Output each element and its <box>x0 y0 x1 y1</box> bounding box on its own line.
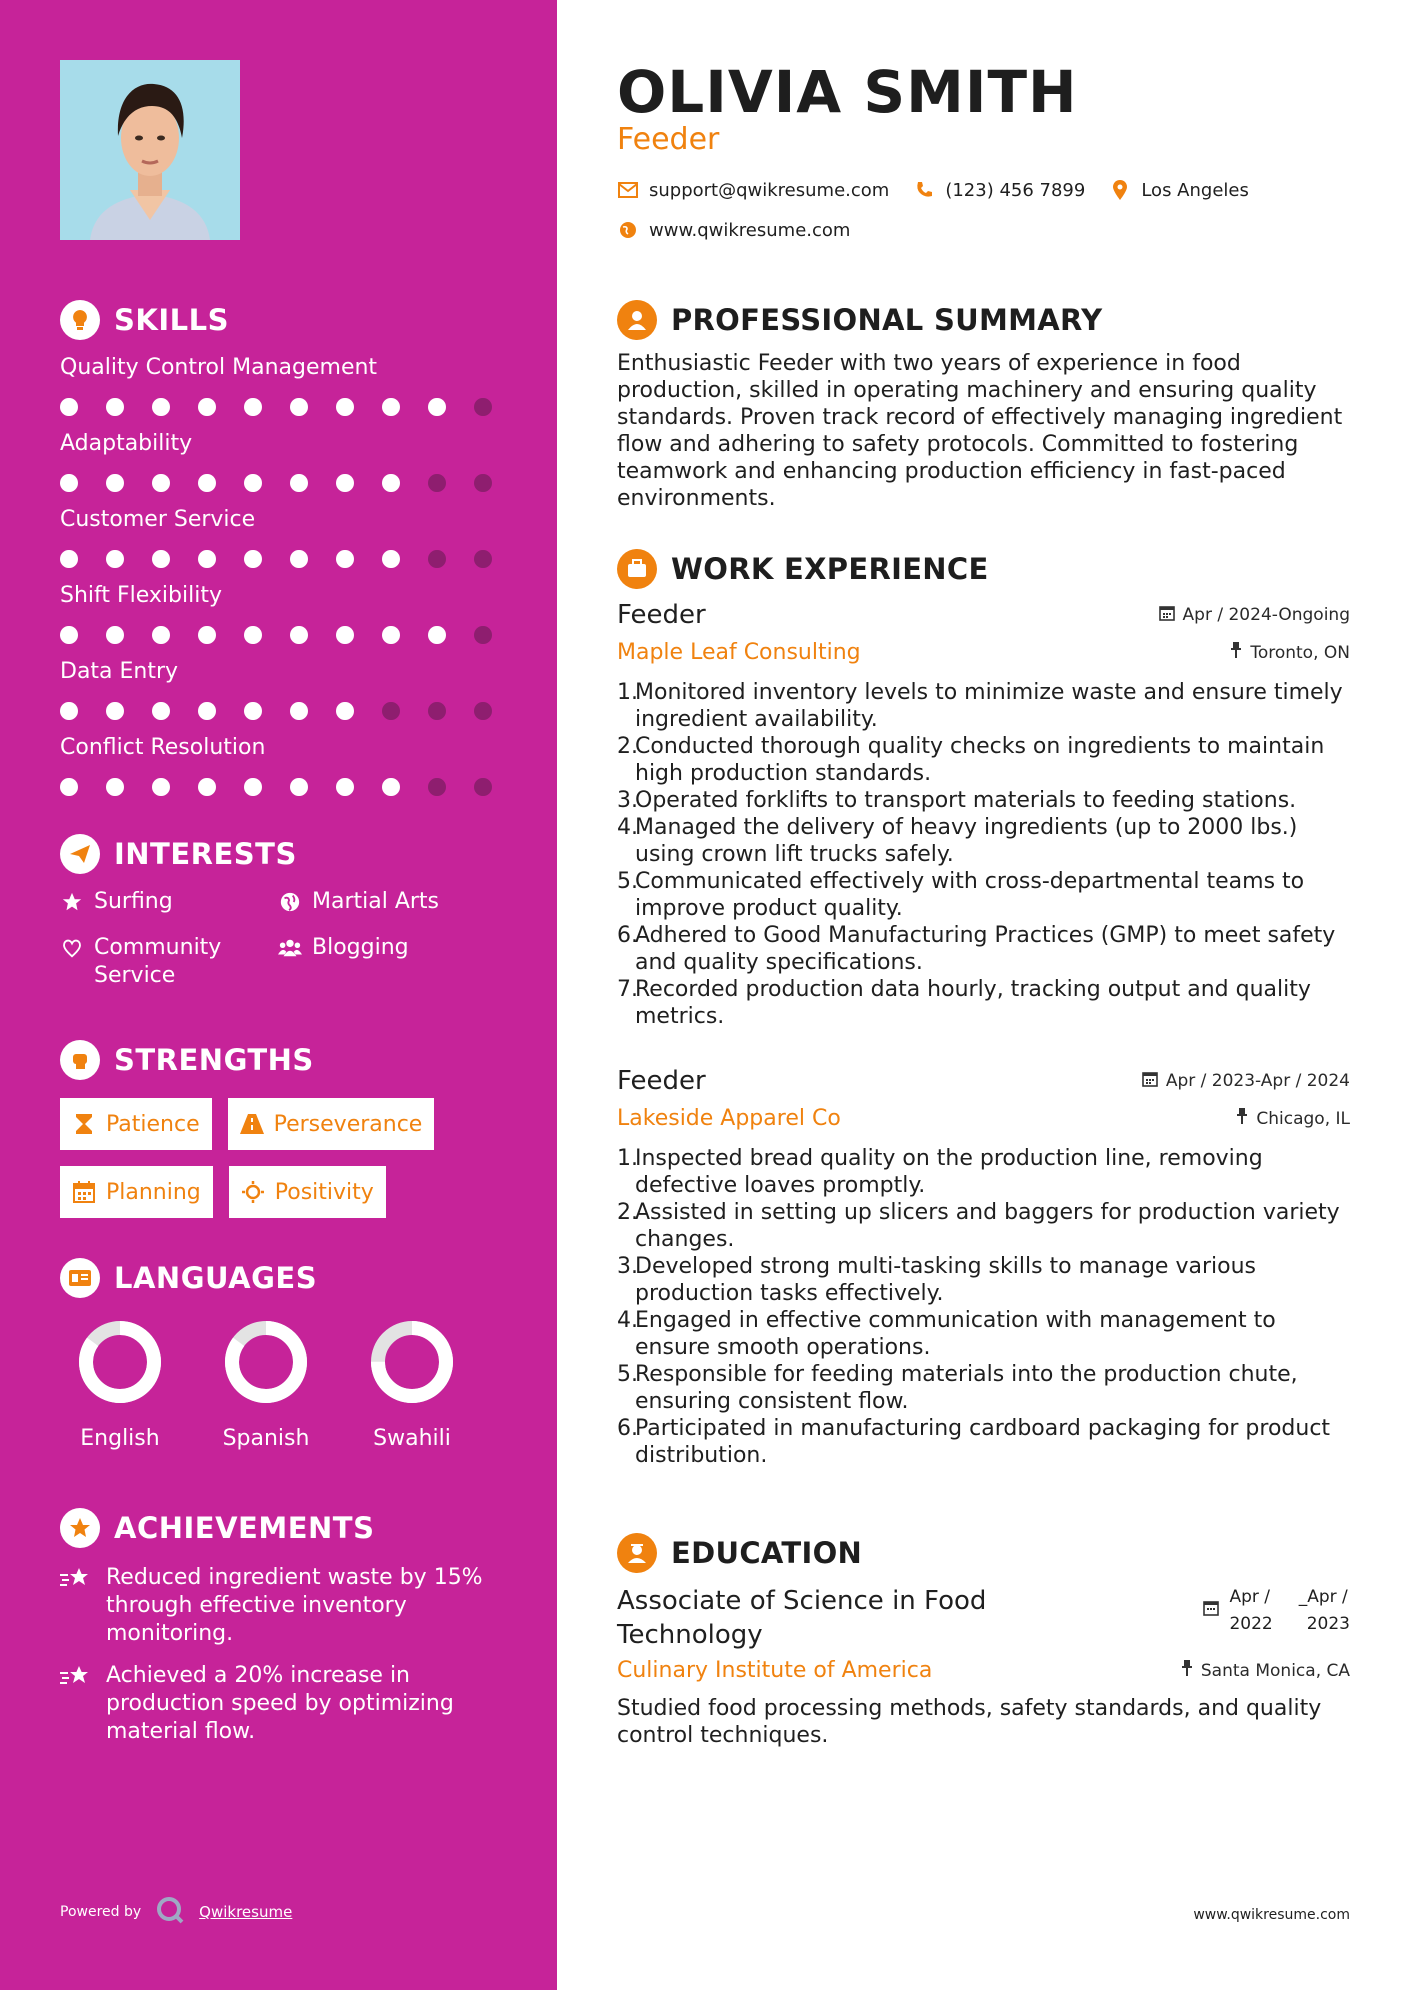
rating-dot <box>290 702 308 720</box>
school-name: Culinary Institute of America <box>617 1658 933 1683</box>
rating-dot <box>336 398 354 416</box>
strength-chip: Perseverance <box>228 1098 435 1150</box>
shooting-star-icon <box>60 1662 94 1692</box>
job-location: Chicago, IL <box>1236 1108 1350 1129</box>
email-text[interactable]: support@qwikresume.com <box>649 179 890 201</box>
fist-icon <box>60 1040 100 1080</box>
rating-dot <box>290 398 308 416</box>
rating-dot <box>244 778 262 796</box>
education-dates: Apr / 2022 _Apr / 2023 <box>1203 1584 1350 1638</box>
phone-icon <box>913 179 935 201</box>
qwikresume-link[interactable]: Qwikresume <box>199 1903 293 1921</box>
rating-dot <box>428 474 446 492</box>
language-donut <box>224 1320 308 1404</box>
interests-section <box>60 832 520 990</box>
globe-icon <box>617 219 639 241</box>
rating-dot <box>336 702 354 720</box>
contact-row <box>617 179 1249 201</box>
skill-label: Customer Service <box>60 507 256 532</box>
strengths-heading: STRENGTHS <box>60 1038 520 1082</box>
interest-item: Community Service <box>60 934 278 990</box>
job-bullet: 4.Managed the delivery of heavy ingredients (up to 2000 lbs.) using crown lift trucks safely. <box>617 815 1298 867</box>
envelope-icon <box>617 179 639 201</box>
rating-dot <box>382 398 400 416</box>
main-content <box>617 0 1350 1990</box>
languages-list <box>60 1320 520 1451</box>
rating-dot <box>474 550 492 568</box>
job-company: Maple Leaf Consulting <box>617 640 861 665</box>
rating-dot <box>290 778 308 796</box>
job-title: Feeder <box>617 600 706 630</box>
job-bullet: 6.Participated in manufacturing cardboard packaging for product distribution. <box>617 1416 1331 1468</box>
rating-dot <box>336 474 354 492</box>
skills-heading: SKILLS <box>60 298 520 342</box>
rating-dot <box>474 474 492 492</box>
sidebar <box>0 0 557 1990</box>
rating-dot <box>60 550 78 568</box>
heart-icon <box>60 934 84 962</box>
skill-label: Quality Control Management <box>60 355 378 380</box>
star-badge-icon <box>60 1508 100 1548</box>
rating-dot <box>474 702 492 720</box>
star-icon <box>60 888 84 916</box>
shooting-star-icon <box>60 1564 94 1594</box>
pin-icon <box>1236 1108 1248 1129</box>
rating-dot <box>290 550 308 568</box>
job-dates: Apr / 2024-Ongoing <box>1159 605 1350 626</box>
interests-list <box>60 888 520 990</box>
rating-dot <box>60 702 78 720</box>
rating-dot <box>198 550 216 568</box>
job-company: Lakeside Apparel Co <box>617 1106 841 1131</box>
rating-dot <box>382 474 400 492</box>
rating-dot <box>336 778 354 796</box>
job-bullet: 1.Monitored inventory levels to minimize waste and ensure timely ingredient availability. <box>617 680 1343 732</box>
interest-item: Martial Arts <box>278 888 508 916</box>
rating-dot <box>106 778 124 796</box>
rating-dot <box>382 778 400 796</box>
location-text: Los Angeles <box>1141 179 1249 201</box>
pin-icon <box>1181 1660 1193 1681</box>
rating-dot <box>290 626 308 644</box>
achievement-item: Reduced ingredient waste by 15% through effective inventory monitoring. <box>60 1564 520 1648</box>
rating-dot <box>382 702 400 720</box>
summary-text: Enthusiastic Feeder with two years of experience in food production, skilled in operating machinery and ensuring quality standards. Proven track record of effectively managing ingredient flow and adhering to safety protocols. Committed to fostering teamwork and enhancing production efficiency in fast-paced environments. <box>617 351 1343 511</box>
job-location: Toronto, ON <box>1230 642 1350 663</box>
paper-plane-icon <box>60 834 100 874</box>
rating-dot <box>198 702 216 720</box>
job-bullets <box>617 679 1350 1030</box>
sun-icon <box>241 1180 265 1204</box>
rating-dot <box>336 550 354 568</box>
skill-rating <box>60 472 520 494</box>
graduate-icon <box>617 1533 657 1573</box>
rating-dot <box>336 626 354 644</box>
rating-dot <box>244 702 262 720</box>
job-bullet: 6.Adhered to Good Manufacturing Practices (GMP) to meet safety and quality specifications. <box>617 923 1336 975</box>
strengths-section <box>60 1038 520 1218</box>
candidate-title: Feeder <box>617 122 720 157</box>
skill-rating <box>60 548 520 570</box>
rating-dot <box>244 550 262 568</box>
rating-dot <box>60 474 78 492</box>
job-bullet: 5.Responsible for feeding materials into the production chute, ensuring consistent flow. <box>617 1362 1298 1414</box>
language-name: Spanish <box>222 1426 310 1451</box>
lightbulb-icon <box>60 300 100 340</box>
language-card-icon <box>60 1258 100 1298</box>
job-bullet: 5.Communicated effectively with cross-departmental teams to improve product quality. <box>617 869 1305 921</box>
rating-dot <box>60 778 78 796</box>
languages-heading: LANGUAGES <box>60 1256 520 1300</box>
language-donut <box>370 1320 454 1404</box>
achievements-heading: ACHIEVEMENTS <box>60 1506 520 1550</box>
candidate-name: OLIVIA SMITH <box>617 58 1078 126</box>
rating-dot <box>382 626 400 644</box>
rating-dot <box>198 398 216 416</box>
languages-section <box>60 1256 520 1451</box>
rating-dot <box>106 550 124 568</box>
achievements-section <box>60 1506 520 1746</box>
language-item <box>370 1320 454 1451</box>
job-bullet: 3.Developed strong multi-tasking skills to manage various production tasks effectively. <box>617 1254 1256 1306</box>
rating-dot <box>152 398 170 416</box>
job-bullet: 2.Assisted in setting up slicers and baggers for production variety changes. <box>617 1200 1340 1252</box>
rating-dot <box>428 778 446 796</box>
profile-photo <box>60 60 240 240</box>
interests-heading: INTERESTS <box>60 832 520 876</box>
phone-text[interactable]: (123) 456 7899 <box>945 179 1086 201</box>
summary-heading: PROFESSIONAL SUMMARY <box>617 300 1102 340</box>
rating-dot <box>474 778 492 796</box>
job-bullet: 2.Conducted thorough quality checks on ingredients to maintain high production standards. <box>617 734 1325 786</box>
rating-dot <box>152 778 170 796</box>
briefcase-icon <box>617 549 657 589</box>
rating-dot <box>152 474 170 492</box>
powered-by: Powered by Qwikresume <box>60 1895 292 1929</box>
users-icon <box>278 934 302 962</box>
language-item <box>224 1320 308 1451</box>
calendar-icon <box>1159 605 1175 626</box>
strength-chip: Patience <box>60 1098 212 1150</box>
qwikresume-logo-icon <box>155 1895 185 1929</box>
rating-dot <box>244 474 262 492</box>
pin-icon <box>1230 642 1242 663</box>
language-item <box>78 1320 162 1451</box>
education-heading: EDUCATION <box>617 1533 862 1573</box>
achievement-item: Achieved a 20% increase in production speed by optimizing material flow. <box>60 1662 520 1746</box>
rating-dot <box>474 398 492 416</box>
education-entry <box>617 1584 1350 1749</box>
website-row <box>617 219 850 241</box>
language-name: Swahili <box>373 1426 451 1451</box>
hourglass-icon <box>72 1112 96 1136</box>
job-entry <box>617 600 1350 1030</box>
rating-dot <box>198 474 216 492</box>
job-bullets <box>617 1145 1350 1469</box>
rating-dot <box>382 550 400 568</box>
interest-item: Blogging <box>278 934 508 990</box>
skill-label: Adaptability <box>60 431 193 456</box>
skill-rating <box>60 624 520 646</box>
rating-dot <box>428 398 446 416</box>
skill-label: Data Entry <box>60 659 179 684</box>
school-location: Santa Monica, CA <box>1181 1660 1350 1681</box>
job-title: Feeder <box>617 1066 706 1096</box>
rating-dot <box>244 398 262 416</box>
rating-dot <box>198 778 216 796</box>
globe-icon <box>278 888 302 916</box>
job-bullet: 7.Recorded production data hourly, tracking output and quality metrics. <box>617 977 1311 1029</box>
skill-label: Shift Flexibility <box>60 583 222 608</box>
job-bullet: 3.Operated forklifts to transport materials to feeding stations. <box>617 788 1297 813</box>
job-entry <box>617 1066 1350 1469</box>
rating-dot <box>106 474 124 492</box>
footer-url[interactable]: www.qwikresume.com <box>1193 1907 1350 1923</box>
rating-dot <box>152 550 170 568</box>
skills-list <box>60 354 520 798</box>
job-dates: Apr / 2023-Apr / 2024 <box>1142 1071 1350 1092</box>
strengths-list <box>60 1098 460 1218</box>
interest-item: Surfing <box>60 888 278 916</box>
user-icon <box>617 300 657 340</box>
experience-heading: WORK EXPERIENCE <box>617 549 989 589</box>
rating-dot <box>106 398 124 416</box>
rating-dot <box>60 398 78 416</box>
degree-title: Associate of Science in Food Technology <box>617 1586 987 1650</box>
strength-chip: Planning <box>60 1166 213 1218</box>
skill-label: Conflict Resolution <box>60 735 266 760</box>
job-bullet: 4.Engaged in effective communication with management to ensure smooth operations. <box>617 1308 1276 1360</box>
calendar-icon <box>72 1180 96 1204</box>
skill-rating <box>60 776 520 798</box>
rating-dot <box>106 626 124 644</box>
rating-dot <box>106 702 124 720</box>
calendar-icon <box>1142 1071 1158 1092</box>
rating-dot <box>290 474 308 492</box>
skill-rating <box>60 396 520 418</box>
language-donut <box>78 1320 162 1404</box>
road-icon <box>240 1112 264 1136</box>
rating-dot <box>152 626 170 644</box>
rating-dot <box>428 550 446 568</box>
rating-dot <box>474 626 492 644</box>
calendar-icon <box>1203 1598 1219 1625</box>
education-description: Studied food processing methods, safety standards, and quality control techniques. <box>617 1696 1322 1748</box>
rating-dot <box>198 626 216 644</box>
skill-rating <box>60 700 520 722</box>
rating-dot <box>428 626 446 644</box>
rating-dot <box>152 702 170 720</box>
rating-dot <box>428 702 446 720</box>
map-pin-icon <box>1109 179 1131 201</box>
language-name: English <box>80 1426 160 1451</box>
skills-section <box>60 298 520 798</box>
job-bullet: 1.Inspected bread quality on the production line, removing defective loaves promptly. <box>617 1146 1263 1198</box>
rating-dot <box>60 626 78 644</box>
website-text[interactable]: www.qwikresume.com <box>649 219 851 241</box>
strength-chip: Positivity <box>229 1166 386 1218</box>
rating-dot <box>244 626 262 644</box>
